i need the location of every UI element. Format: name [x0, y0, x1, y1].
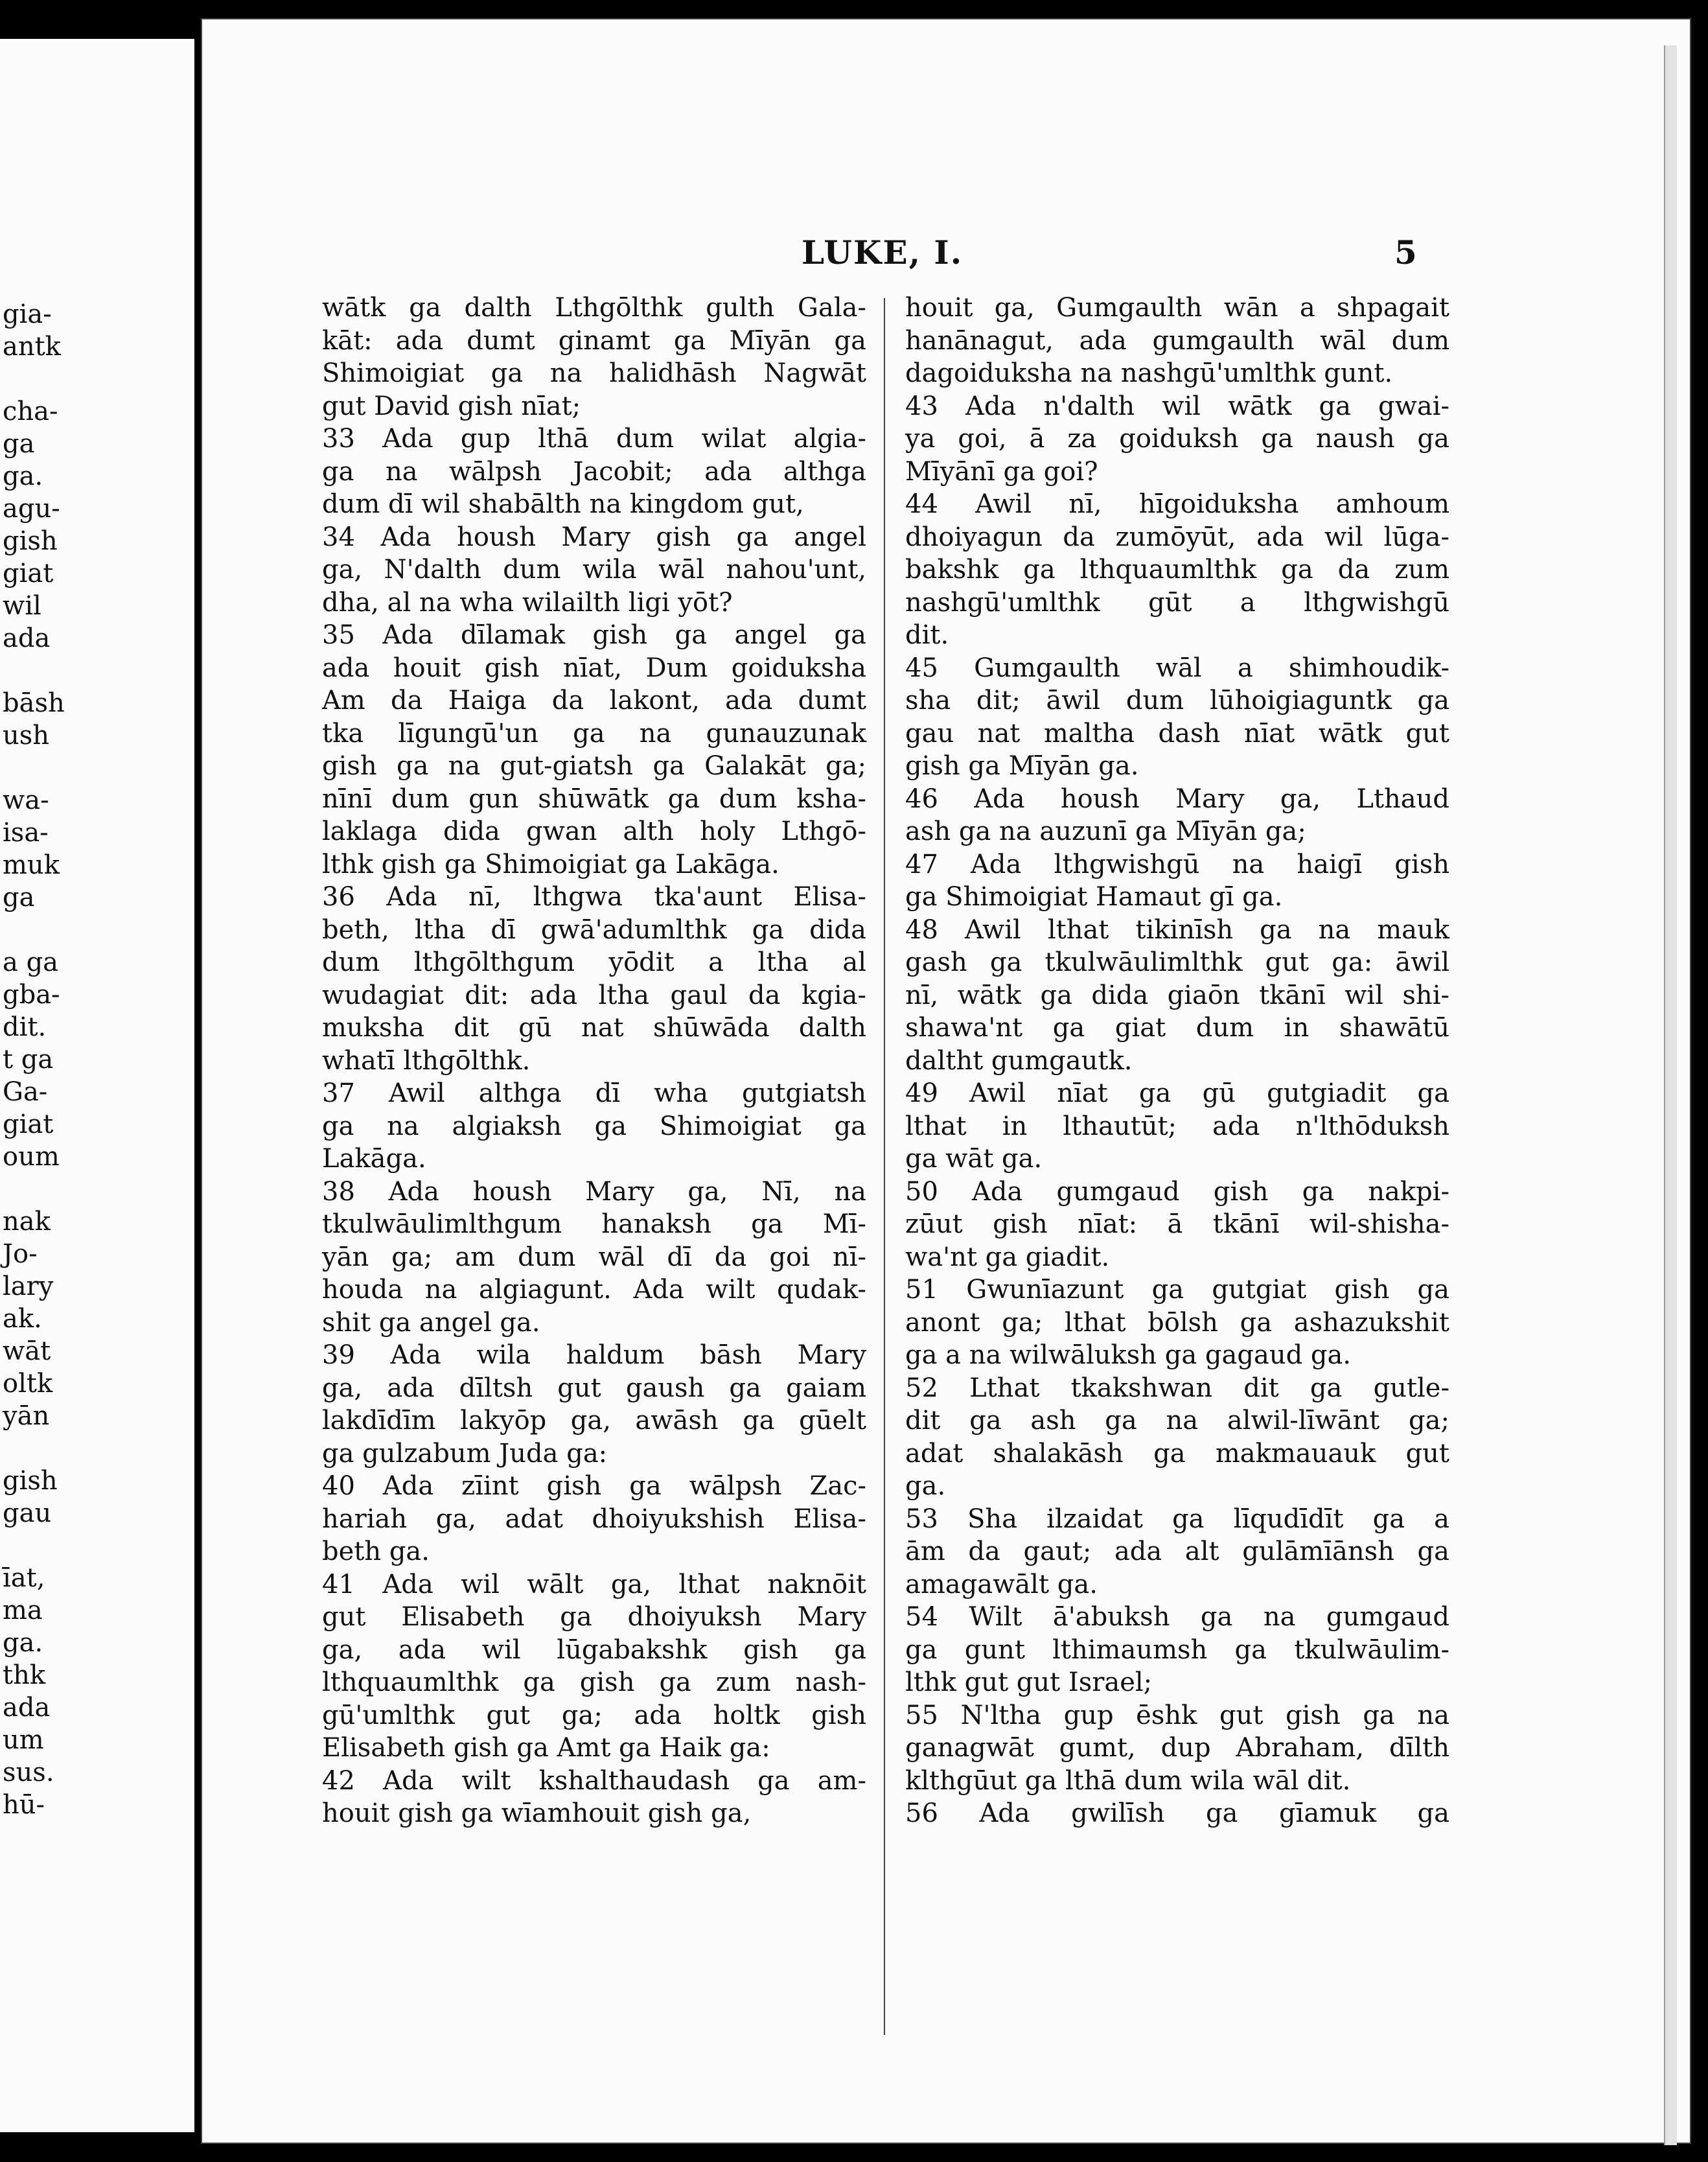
facing-page-text: oltk: [3, 1369, 53, 1399]
text-line: Am da Haiga da lakont, ada dumt: [322, 686, 866, 715]
text-line: 36 Ada nī, lthgwa tka'aunt Elisa-: [322, 882, 866, 912]
text-line: Lakāga.: [322, 1144, 426, 1174]
facing-page-text: ush: [3, 721, 50, 750]
running-head: LUKE, I.: [802, 233, 964, 272]
facing-page-text: giat: [3, 1110, 54, 1139]
facing-page-text: bāsh: [3, 688, 65, 718]
text-line: amagawālt ga.: [905, 1569, 1098, 1599]
facing-page-text: isa-: [3, 818, 49, 848]
text-line: houda na algiagunt. Ada wilt qudak-: [322, 1275, 866, 1305]
text-line: hariah ga, adat dhoiyukshish Elisa-: [322, 1504, 866, 1534]
left-text-column: [322, 292, 866, 1830]
text-line: lthquaumlthk ga gish ga zum nash-: [322, 1668, 866, 1697]
text-line: gut David gish nīat;: [322, 391, 581, 421]
facing-page-text: hū-: [3, 1790, 45, 1820]
text-line: whatī lthgōlthk.: [322, 1045, 531, 1076]
facing-page-text: gish: [3, 1466, 58, 1496]
text-line: yān ga; am dum wāl dī da goi nī-: [322, 1242, 866, 1272]
text-line: 45 Gumgaulth wāl a shimhoudik-: [905, 653, 1449, 683]
text-line: 47 Ada lthgwishgū na haigī gish: [905, 849, 1449, 879]
facing-page-text: agu-: [3, 494, 60, 524]
facing-page-text: muk: [3, 850, 60, 880]
text-line: gish ga Mīyān ga.: [905, 751, 1139, 781]
text-line: kāt: ada dumt ginamt ga Mīyān ga: [322, 325, 866, 356]
text-line: zūut gish nīat: ā tkānī wil-shisha-: [905, 1209, 1449, 1239]
text-line: gut Elisabeth ga dhoiyuksh Mary: [322, 1602, 866, 1632]
facing-page-text: thk: [3, 1660, 46, 1690]
text-line: gish ga na gut-giatsh ga Galakāt ga;: [322, 751, 866, 781]
text-line: wa'nt ga giadit.: [905, 1242, 1110, 1272]
text-line: 35 Ada dīlamak gish ga angel ga: [322, 620, 866, 650]
text-line: bakshk ga lthquaumlthk ga da zum: [905, 555, 1449, 585]
facing-page-text: sus.: [3, 1758, 54, 1787]
text-line: gash ga tkulwāulimlthk gut ga: āwil: [905, 947, 1449, 977]
text-line: ga gunt lthimaumsh ga tkulwāulim-: [905, 1634, 1449, 1665]
text-line: ga gulzabum Juda ga:: [322, 1438, 608, 1469]
facing-page-text: gish: [3, 526, 58, 556]
text-line: lakdīdīm lakyōp ga, awāsh ga gūelt: [322, 1406, 866, 1436]
text-line: 52 Lthat tkakshwan dit ga gutle-: [905, 1373, 1449, 1403]
text-line: dha, al na wha wilailth ligi yōt?: [322, 587, 733, 618]
facing-page-text: ak.: [3, 1304, 42, 1334]
facing-page-text: wāt: [3, 1336, 51, 1366]
text-line: 55 N'ltha gup ēshk gut gish ga na: [905, 1700, 1449, 1730]
facing-page-text: īat,: [3, 1563, 45, 1593]
text-line: anont ga; lthat bōlsh ga ashazukshit: [905, 1307, 1449, 1338]
facing-page-text: gau: [3, 1498, 52, 1528]
text-line: lthk gut gut Israel;: [905, 1668, 1153, 1697]
text-line: 40 Ada zīint gish ga wālpsh Zac-: [322, 1471, 866, 1501]
text-line: dhoiyagun da zumōyūt, ada wil lūga-: [905, 522, 1449, 552]
text-line: 41 Ada wil wālt ga, lthat naknōit: [322, 1569, 866, 1599]
text-line: ga a na wilwāluksh ga gagaud ga.: [905, 1340, 1352, 1370]
text-line: 43 Ada n'dalth wil wātk ga gwai-: [905, 391, 1449, 421]
text-line: 54 Wilt ā'abuksh ga na gumgaud: [905, 1602, 1449, 1632]
text-line: lthat in lthautūt; ada n'lthōduksh: [905, 1111, 1449, 1141]
text-line: 42 Ada wilt kshalthaudash ga am-: [322, 1765, 866, 1796]
text-line: ga na algiaksh ga Shimoigiat ga: [322, 1111, 866, 1141]
facing-page-text: ga: [3, 429, 35, 459]
text-line: ada houit gish nīat, Dum goiduksha: [322, 653, 866, 683]
text-line: tkulwāulimlthgum hanaksh ga Mī-: [322, 1209, 866, 1239]
text-line: shit ga angel ga.: [322, 1307, 540, 1338]
text-line: lthk gish ga Shimoigiat ga Lakāga.: [322, 849, 779, 879]
text-line: houit ga, Gumgaulth wān a shpagait: [905, 293, 1449, 323]
facing-page-text: ga.: [3, 461, 43, 491]
text-line: hanānagut, ada gumgaulth wāl dum: [905, 325, 1449, 356]
facing-page-text: t ga: [3, 1045, 54, 1075]
text-line: 53 Sha ilzaidat ga līqudīdīt ga a: [905, 1504, 1449, 1534]
text-line: ga, ada dīltsh gut gaush ga gaiam: [322, 1373, 866, 1403]
text-line: muksha dit gū nat shūwāda dalth: [322, 1013, 866, 1043]
facing-page-text: lary: [3, 1272, 54, 1301]
text-line: houit gish ga wīamhouit gish ga,: [322, 1798, 752, 1828]
text-line: 56 Ada gwilīsh ga gīamuk ga: [905, 1798, 1449, 1828]
text-line: Shimoigiat ga na halidhāsh Nagwāt: [322, 358, 866, 388]
text-line: dum dī wil shabālth na kingdom gut,: [322, 489, 804, 519]
text-line: nī, wātk ga dida giaōn tkānī wil shi-: [905, 980, 1449, 1010]
text-line: ga.: [905, 1471, 946, 1501]
facing-page-text: a ga: [3, 947, 59, 977]
facing-page-text: um: [3, 1725, 44, 1755]
text-line: adat shalakāsh ga makmauauk gut: [905, 1438, 1449, 1469]
text-line: dagoiduksha na nashgū'umlthk gunt.: [905, 358, 1393, 388]
facing-page-text: Jo-: [3, 1239, 38, 1269]
facing-page-text: gia-: [3, 299, 52, 329]
facing-page-text: nak: [3, 1207, 51, 1237]
text-line: Mīyānī ga goi?: [905, 456, 1098, 487]
facing-page-text: gba-: [3, 980, 60, 1010]
text-line: ga, N'dalth dum wila wāl nahou'unt,: [322, 555, 866, 585]
column-divider: [884, 298, 885, 2035]
text-line: 46 Ada housh Mary ga, Lthaud: [905, 784, 1449, 814]
text-line: wātk ga dalth Lthgōlthk gulth Gala-: [322, 293, 866, 323]
text-line: ga Shimoigiat Hamaut gī ga.: [905, 882, 1283, 912]
text-line: wudagiat dit: ada ltha gaul da kgia-: [322, 980, 866, 1010]
text-line: daltht gumgautk.: [905, 1045, 1133, 1076]
text-line: ganagwāt gumt, dup Abraham, dīlth: [905, 1733, 1449, 1763]
facing-page-text: antk: [3, 332, 61, 362]
text-line: beth, ltha dī gwā'adumlthk ga dida: [322, 914, 866, 945]
facing-page-text: dit.: [3, 1012, 47, 1042]
text-line: nīnī dum gun shūwātk ga dum ksha-: [322, 784, 866, 814]
text-line: gū'umlthk gut ga; ada holtk gish: [322, 1700, 866, 1730]
text-line: nashgū'umlthk gūt a lthgwishgū: [905, 587, 1449, 618]
text-line: gau nat maltha dash nīat wātk gut: [905, 718, 1449, 749]
text-line: sha dit; āwil dum lūhoigiaguntk ga: [905, 686, 1449, 715]
facing-page-fragment: [0, 39, 196, 2132]
facing-page-text: ada: [3, 623, 51, 653]
text-line: ga wāt ga.: [905, 1144, 1043, 1174]
text-line: laklaga dida gwan alth holy Lthgō-: [322, 817, 866, 846]
text-line: 37 Awil althga dī wha gutgiatsh: [322, 1078, 866, 1108]
text-line: dit.: [905, 620, 949, 650]
book-page: [201, 18, 1691, 2144]
facing-page-text: Ga-: [3, 1077, 48, 1107]
text-line: shawa'nt ga giat dum in shawātū: [905, 1013, 1449, 1043]
text-line: 44 Awil nī, hīgoiduksha amhoum: [905, 489, 1449, 519]
text-line: dum lthgōlthgum yōdit a ltha al: [322, 947, 866, 977]
text-line: ya goi, ā za goiduksh ga naush ga: [905, 424, 1449, 454]
text-line: ga na wālpsh Jacobit; ada althga: [322, 456, 866, 487]
facing-page-text: wil: [3, 591, 41, 621]
text-line: tka līgungū'un ga na gunauzunak: [322, 718, 866, 749]
text-line: klthgūut ga lthā dum wila wāl dit.: [905, 1765, 1351, 1796]
text-line: 38 Ada housh Mary ga, Nī, na: [322, 1176, 866, 1207]
text-line: ām da gaut; ada alt gulāmīānsh ga: [905, 1537, 1449, 1566]
right-text-column: [905, 292, 1449, 1830]
facing-page-text: ga.: [3, 1628, 43, 1658]
page-number: 5: [1394, 233, 1417, 272]
text-line: 34 Ada housh Mary gish ga angel: [322, 522, 866, 552]
book-gutter: [194, 0, 201, 2162]
text-line: dit ga ash ga na alwil-līwānt ga;: [905, 1406, 1449, 1436]
text-line: 51 Gwunīazunt ga gutgiat gish ga: [905, 1275, 1449, 1305]
facing-page-text: wa-: [3, 785, 49, 815]
facing-page-text: yān: [3, 1401, 50, 1431]
text-line: 49 Awil nīat ga gū gutgiadit ga: [905, 1078, 1449, 1108]
text-line: 33 Ada gup lthā dum wilat algia-: [322, 424, 866, 454]
text-line: 48 Awil lthat tikinīsh ga na mauk: [905, 914, 1449, 945]
facing-page-text: ga: [3, 883, 35, 912]
facing-page-text: ada: [3, 1693, 51, 1723]
text-line: 39 Ada wila haldum bāsh Mary: [322, 1340, 866, 1370]
text-line: ga, ada wil lūgabakshk gish ga: [322, 1634, 866, 1665]
facing-page-text: giat: [3, 559, 54, 588]
text-line: beth ga.: [322, 1537, 430, 1566]
text-line: Elisabeth gish ga Amt ga Haik ga:: [322, 1733, 770, 1763]
page-edge: [1664, 45, 1677, 2145]
facing-page-text: ma: [3, 1596, 43, 1625]
facing-page-text: oum: [3, 1142, 60, 1172]
text-line: 50 Ada gumgaud gish ga nakpi-: [905, 1176, 1449, 1207]
text-line: ash ga na auzunī ga Mīyān ga;: [905, 817, 1306, 846]
facing-page-text: cha-: [3, 397, 58, 426]
